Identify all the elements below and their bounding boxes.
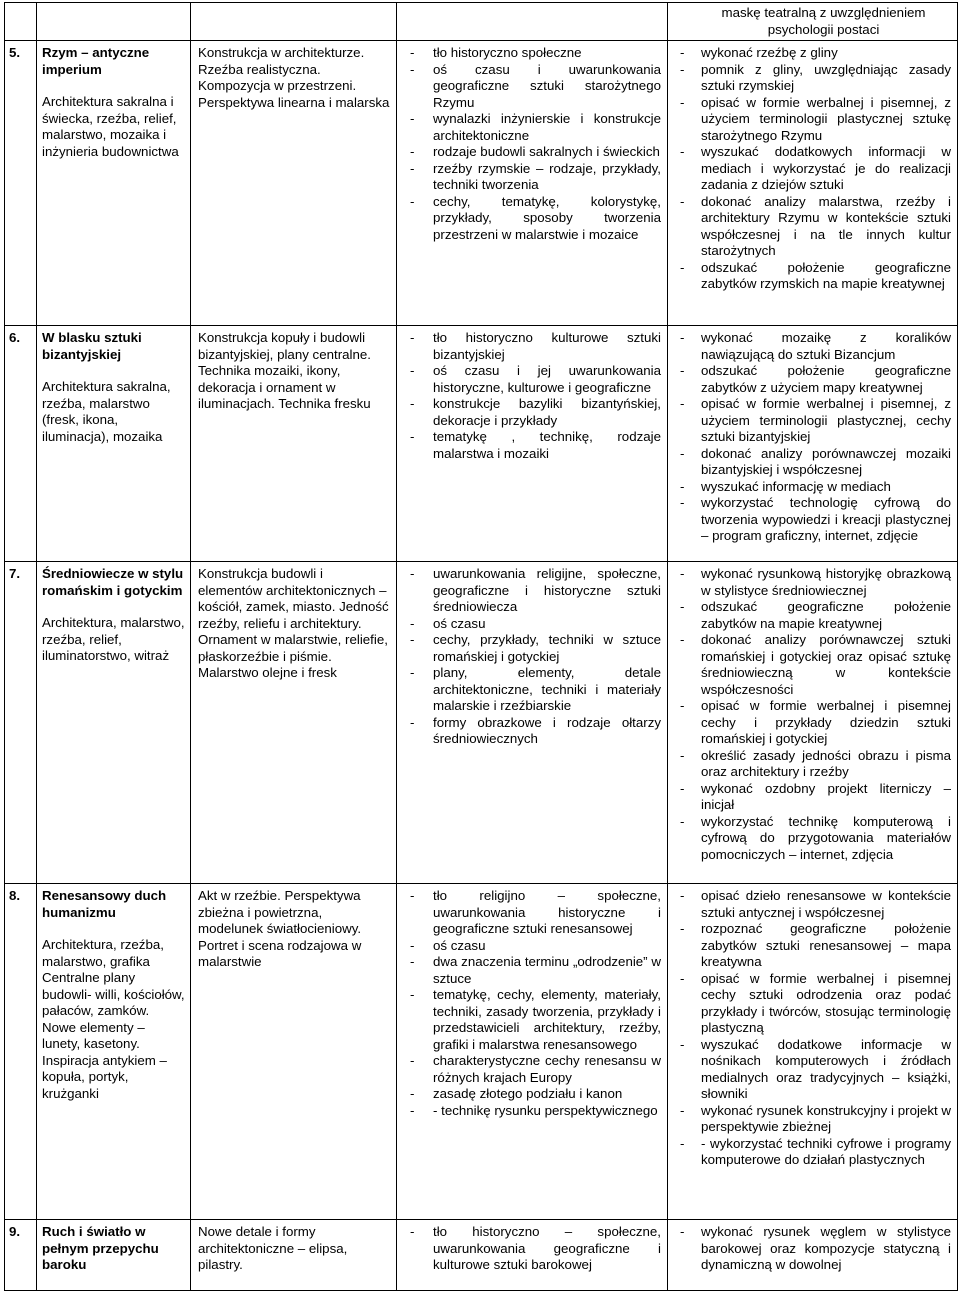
knowledge-cell (397, 562, 668, 884)
topic-title: Rzym – antyczne imperium (42, 45, 150, 77)
skill-item: - wykonać ozdobny projekt literniczy – inicjał (668, 781, 951, 814)
table-row (5, 884, 958, 1220)
topic-description: Architektura sakralna, rzeźba, malarstwo (fresk, ikona, iluminacja), mozaika (42, 379, 171, 444)
skill-item: - wykonać rzeźbę z gliny (668, 45, 951, 62)
knowledge-item: - oś czasu (397, 616, 661, 633)
knowledge-item: - formy obrazkowe i rodzaje ołtarzy średniowiecznych (397, 715, 661, 748)
table-row (5, 1220, 958, 1291)
knowledge-item: - tematykę , technikę, rodzaje malarstwa i mozaiki (397, 429, 661, 462)
skills-list (668, 884, 957, 1169)
skill-item: - dokonać analizy porównawczej mozaiki bizantyjskiej i współczesnej (668, 446, 951, 479)
knowledge-item: - tło historyczno społeczne (397, 45, 661, 62)
knowledge-item: - uwarunkowania religijne, społeczne, geograficzne i historyczne sztuki średniowiecza (397, 566, 661, 616)
artistic-means-cell: Konstrukcja kopuły i budowli bizantyjskiej, plany centralne. Technika mozaiki, ikony, dekoracja i ornament w iluminacjach. Technika fresku (191, 326, 397, 562)
table-row (5, 41, 958, 326)
artistic-means-cell: Nowe detale i formy architektoniczne – elipsa, pilastry. (191, 1220, 397, 1291)
skills-cell (668, 884, 958, 1220)
skill-item: - opisać w formie werbalnej i pisemnej, z użyciem terminologii plastycznej, cechy sztuki bizantyjskiej (668, 396, 951, 446)
skills-cell (668, 1220, 958, 1291)
knowledge-item: - konstrukcje bazyliki bizantyńskiej, dekoracje i przykłady (397, 396, 661, 429)
knowledge-cell (397, 41, 668, 326)
knowledge-item: - tło historyczno kulturowe sztuki bizantyjskiej (397, 330, 661, 363)
cell-empty (5, 3, 37, 41)
knowledge-item: - oś czasu i jej uwarunkowania historyczne, kulturowe i geograficzne (397, 363, 661, 396)
topic-cell (37, 41, 191, 326)
knowledge-cell (397, 326, 668, 562)
artistic-means-cell: Konstrukcja budowli i elementów architektonicznych – kościół, zamek, miasto. Jedność rzeźby, reliefu i architektury. Ornament w malarstwie, reliefie, płaskorzeźbie i piśmie. Malarstwo olejne i fresk (191, 562, 397, 884)
skills-cell (668, 41, 958, 326)
knowledge-item: - oś czasu (397, 938, 661, 955)
knowledge-list (397, 41, 667, 243)
row-number: 6. (5, 326, 37, 562)
cell-empty (191, 3, 397, 41)
knowledge-item: - zasadę złotego podziału i kanon (397, 1086, 661, 1103)
skill-item: - odszukać geograficzne położenie zabytków na mapie kreatywnej (668, 599, 951, 632)
skills-list (668, 326, 957, 545)
row-number: 5. (5, 41, 37, 326)
knowledge-item: - - technikę rysunku perspektywicznego (397, 1103, 661, 1120)
topic-cell (37, 326, 191, 562)
topic-title: Renesansowy duch humanizmu (42, 888, 167, 920)
topic-title: W blasku sztuki bizantyjskiej (42, 330, 142, 362)
skills-list (668, 41, 957, 293)
knowledge-list (397, 1220, 667, 1274)
skill-item: - opisać w formie werbalnej i pisemnej cechy i przykłady dziedzin sztuki romańskiej i gotyckiej (668, 698, 951, 748)
knowledge-list (397, 884, 667, 1119)
knowledge-item: - rzeźby rzymskie – rodzaje, przykłady, techniki tworzenia (397, 161, 661, 194)
knowledge-cell (397, 884, 668, 1220)
knowledge-item: - charakterystyczne cechy renesansu w różnych krajach Europy (397, 1053, 661, 1086)
skill-item: - odszukać położenie geograficzne zabytków rzymskich na mapie kreatywnej (668, 260, 951, 293)
skill-item: - wykonać rysunek węglem w stylistyce barokowej oraz kompozycje statyczną i dynamiczną w dowolnej (668, 1224, 951, 1274)
knowledge-item: - wynalazki inżynierskie i konstrukcje architektoniczne (397, 111, 661, 144)
skill-item: - określić zasady jedności obrazu i pisma oraz architektury i rzeźby (668, 748, 951, 781)
topic-title: Ruch i światło w pełnym przepychu baroku (42, 1224, 159, 1272)
skill-item: - dokonać analizy porównawczej sztuki romańskiej i gotyckiej oraz opisać sztukę średniowieczną w kontekście współczesności (668, 632, 951, 698)
table-row (5, 562, 958, 884)
skill-item: - wykonać mozaikę z koralików nawiązującą do sztuki Bizancjum (668, 330, 951, 363)
skills-cell (668, 562, 958, 884)
skills-cell (668, 326, 958, 562)
artistic-means-cell: Konstrukcja w architekturze. Rzeźba realistyczna. Kompozycja w przestrzeni. Perspektywa linearna i malarska (191, 41, 397, 326)
skills-prelude-text: maskę teatralną z uwzględnieniem psychologii postaci (721, 5, 926, 37)
knowledge-item: - cechy, tematykę, kolorystykę, przykłady, sposoby tworzenia przestrzeni w malarstwie i mozaice (397, 194, 661, 244)
knowledge-list (397, 326, 667, 462)
topic-cell (37, 562, 191, 884)
knowledge-item: - dwa znaczenia terminu „odrodzenie” w sztuce (397, 954, 661, 987)
skills-prelude-cell (668, 3, 958, 41)
topic-cell (37, 884, 191, 1220)
knowledge-item: - rodzaje budowli sakralnych i świeckich (397, 144, 661, 161)
skill-item: - wyszukać informację w mediach (668, 479, 951, 496)
knowledge-cell (397, 1220, 668, 1291)
skill-item: - pomnik z gliny, uwzględniając zasady sztuki rzymskiej (668, 62, 951, 95)
skill-item: - wykorzystać technikę komputerową i cyfrową do przygotowania materiałów pomocniczych – internet, zdjęcia (668, 814, 951, 864)
topic-description: Architektura sakralna i świecka, rzeźba, relief, malarstwo, mozaika i inżynieria budownictwa (42, 94, 179, 159)
skills-list (668, 1220, 957, 1274)
cell-empty (397, 3, 668, 41)
knowledge-item: - tło historyczno – społeczne, uwarunkowania geograficzne i kulturowe sztuki barokowej (397, 1224, 661, 1274)
knowledge-item: - tematykę, cechy, elementy, materiały, techniki, zasady tworzenia, przykłady i przedstawicieli architektury, rzeźby, grafiki i malarstwa renesansowego (397, 987, 661, 1053)
knowledge-item: - plany, elementy, detale architektoniczne, techniki i materiały malarskie i rzeźbiarskie (397, 665, 661, 715)
row-number: 7. (5, 562, 37, 884)
table-row (5, 326, 958, 562)
skills-list (668, 562, 957, 863)
skill-item: - - wykorzystać techniki cyfrowe i programy komputerowe do działań plastycznych (668, 1136, 951, 1169)
row-number: 8. (5, 884, 37, 1220)
skill-item: - opisać w formie werbalnej i pisemnej, z użyciem terminologii plastycznej sztukę starożytnego Rzymu (668, 95, 951, 145)
skill-item: - opisać w formie werbalnej i pisemnej cechy sztuki odrodzenia oraz podać przykłady i twórców, stosując terminologię plastyczną (668, 971, 951, 1037)
skill-item: - wyszukać dodatkowe informacje w nośnikach komputerowych i źródłach medialnych oraz tradycyjnych – książki, słowniki (668, 1037, 951, 1103)
skill-item: - wykorzystać technologię cyfrową do tworzenia wypowiedzi i kreacji plastycznej – program graficzny, internet, zdjęcie (668, 495, 951, 545)
knowledge-item: - oś czasu i uwarunkowania geograficzne sztuki starożytnego Rzymu (397, 62, 661, 112)
skill-item: - rozpoznać geograficzne położenie zabytków sztuki renesansowej – mapa kreatywna (668, 921, 951, 971)
skill-item: - wykonać rysunkową historyjkę obrazkową w stylistyce średniowiecznej (668, 566, 951, 599)
knowledge-item: - tło religijno – społeczne, uwarunkowania historyczne i geograficzne sztuki renesansowej (397, 888, 661, 938)
table-row-continuation (5, 3, 958, 41)
topic-cell (37, 1220, 191, 1291)
row-number: 9. (5, 1220, 37, 1291)
skill-item: - opisać dzieło renesansowe w kontekście sztuki antycznej i współczesnej (668, 888, 951, 921)
skill-item: - wykonać rysunek konstrukcyjny i projekt w perspektywie zbieżnej (668, 1103, 951, 1136)
topic-description: Architektura, malarstwo, rzeźba, relief, iluminatorstwo, witraż (42, 615, 185, 663)
curriculum-table (4, 2, 958, 1291)
cell-empty (37, 3, 191, 41)
knowledge-item: - cechy, przykłady, techniki w sztuce romańskiej i gotyckiej (397, 632, 661, 665)
knowledge-list (397, 562, 667, 748)
skill-item: - odszukać położenie geograficzne zabytków z użyciem mapy kreatywnej (668, 363, 951, 396)
topic-description: Architektura, rzeźba, malarstwo, grafika Centralne plany budowli- willi, kościołów, pałaców, zamków. Nowe elementy – lunety, kasetony. Inspiracja antykiem – kopuła, portyk, krużganki (42, 937, 185, 1101)
skill-item: - wyszukać dodatkowych informacji w mediach i wykorzystać je do realizacji zadania z dziejów sztuki (668, 144, 951, 194)
skill-item: - dokonać analizy malarstwa, rzeźby i architektury Rzymu w kontekście sztuki współczesnej i na tle innych kultur starożytnych (668, 194, 951, 260)
artistic-means-cell: Akt w rzeźbie. Perspektywa zbieżna i powietrzna, modelunek światłocieniowy. Portret i scena rodzajowa w malarstwie (191, 884, 397, 1220)
topic-title: Średniowiecze w stylu romańskim i gotyckim (42, 566, 184, 598)
